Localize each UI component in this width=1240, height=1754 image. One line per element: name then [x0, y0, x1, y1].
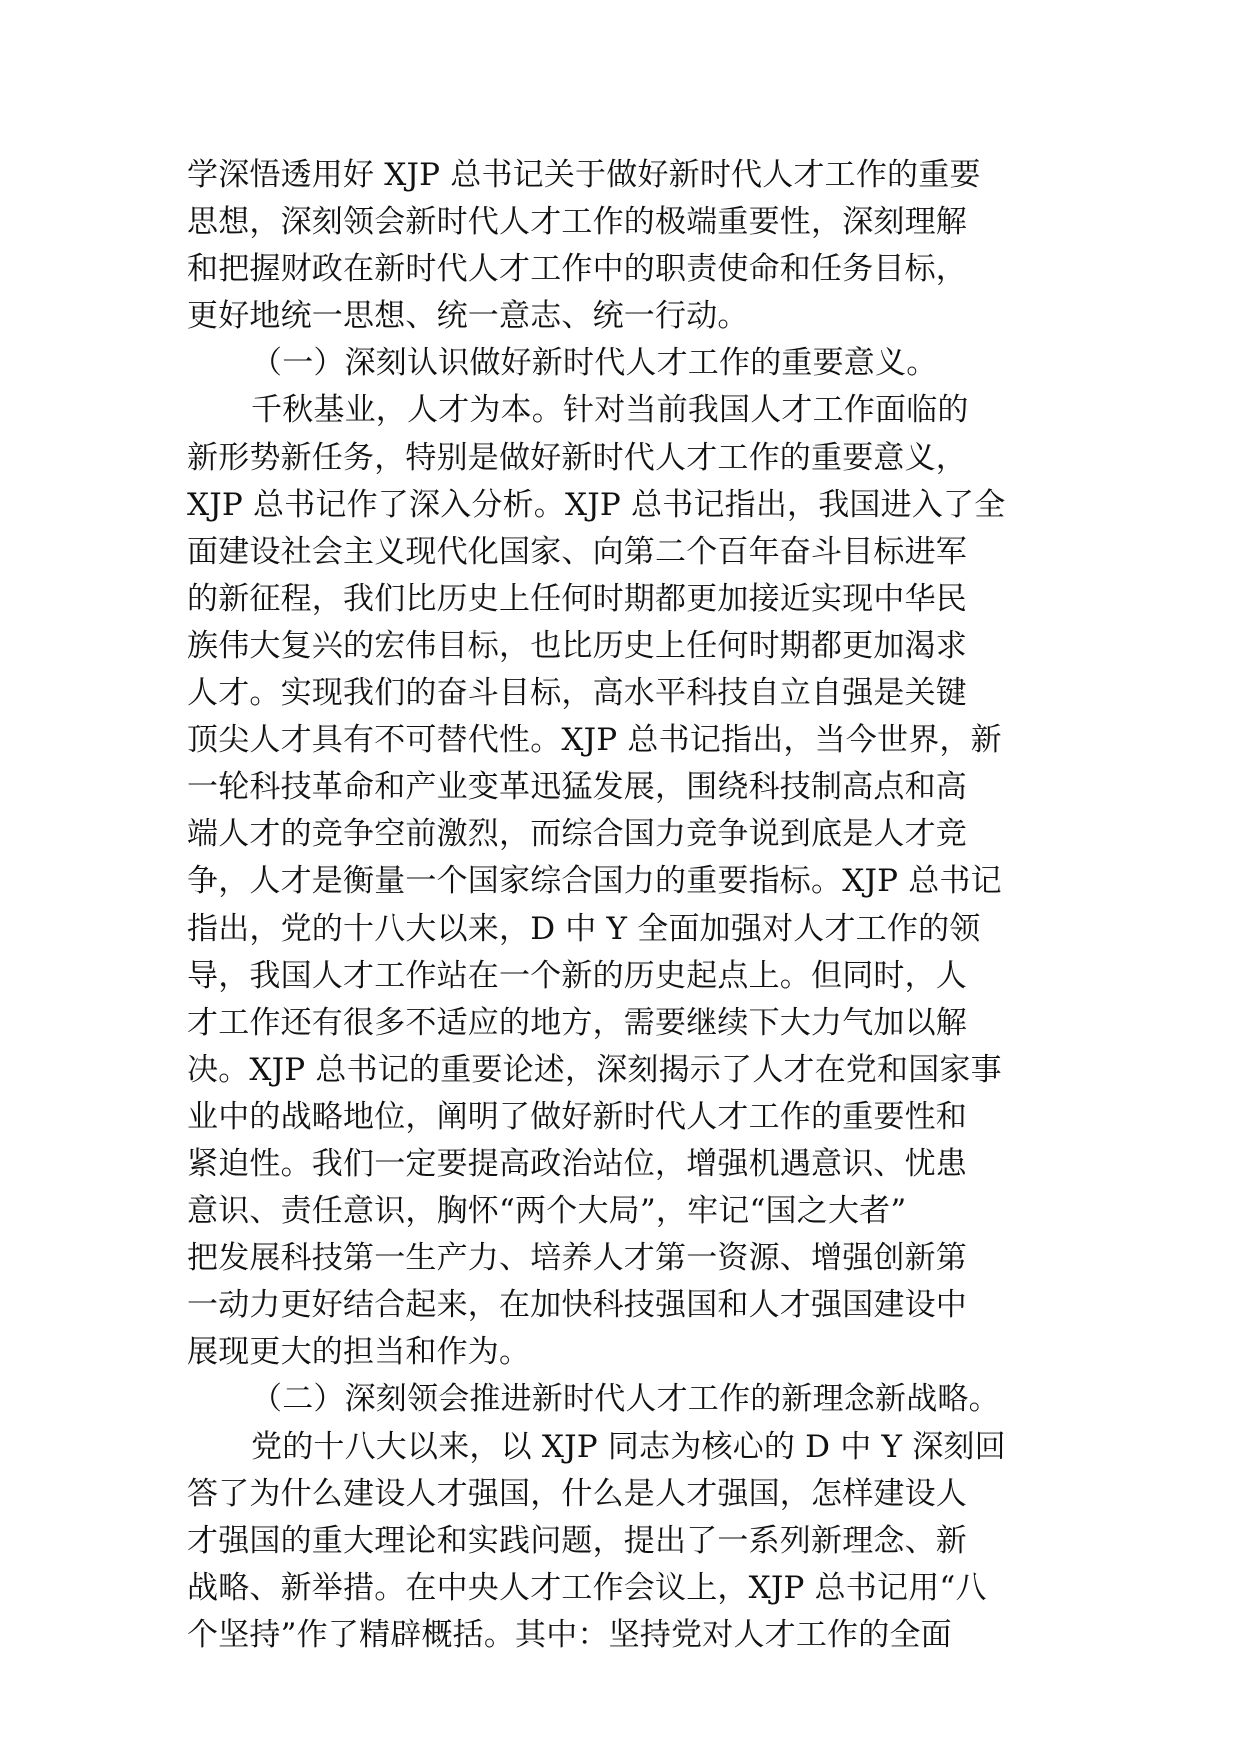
text-line: 和把握财政在新时代人才工作中的职责使命和任务目标，: [187, 251, 967, 288]
text-line: 顶尖人才具有不可替代性。XJP 总书记指出，当今世界，新: [187, 722, 1002, 759]
text-line: 人才。实现我们的奋斗目标，高水平科技自立自强是关键: [187, 675, 967, 712]
text-line: 争，人才是衡量一个国家综合国力的重要指标。XJP 总书记: [187, 863, 1002, 900]
text-line: 党的十八大以来，以 XJP 同志为核心的 D 中 Y 深刻回: [251, 1428, 1006, 1465]
text-line: 的新征程，我们比历史上任何时期都更加接近实现中华民: [187, 580, 967, 617]
text-line: （二）深刻领会推进新时代人才工作的新理念新战略。: [251, 1381, 1000, 1418]
text-line: 战略、新举措。在中央人才工作会议上，XJP 总书记用“八: [187, 1569, 987, 1606]
text-line: 面建设社会主义现代化国家、向第二个百年奋斗目标进军: [187, 533, 967, 570]
text-line: 业中的战略地位，阐明了做好新时代人才工作的重要性和: [187, 1098, 967, 1135]
text-line: 答了为什么建设人才强国，什么是人才强国，怎样建设人: [187, 1475, 967, 1512]
text-line: 个坚持”作了精辟概括。其中：坚持党对人才工作的全面: [187, 1616, 952, 1653]
text-line: 决。XJP 总书记的重要论述，深刻揭示了人才在党和国家事: [187, 1051, 1002, 1088]
text-line: 才强国的重大理论和实践问题，提出了一系列新理念、新: [187, 1522, 967, 1559]
text-line: 千秋基业，人才为本。针对当前我国人才工作面临的: [251, 392, 969, 429]
body-text: [187, 152, 1087, 1659]
text-line: 思想，深刻领会新时代人才工作的极端重要性，深刻理解: [187, 204, 967, 241]
text-line: （一）深刻认识做好新时代人才工作的重要意义。: [251, 345, 938, 382]
text-line: 更好地统一思想、统一意志、统一行动。: [187, 298, 749, 335]
text-line: 端人才的竞争空前激烈，而综合国力竞争说到底是人才竞: [187, 816, 967, 853]
text-line: 族伟大复兴的宏伟目标，也比历史上任何时期都更加渴求: [187, 627, 967, 664]
text-line: 展现更大的担当和作为。: [187, 1334, 531, 1371]
text-line: XJP 总书记作了深入分析。XJP 总书记指出，我国进入了全: [187, 486, 1006, 523]
text-line: 把发展科技第一生产力、培养人才第一资源、增强创新第: [187, 1240, 967, 1277]
text-line: 紧迫性。我们一定要提高政治站位，增强机遇意识、忧患: [187, 1145, 967, 1182]
text-line: 导，我国人才工作站在一个新的历史起点上。但同时，人: [187, 957, 967, 994]
text-line: 新形势新任务，特别是做好新时代人才工作的重要意义，: [187, 439, 967, 476]
text-line: 才工作还有很多不适应的地方，需要继续下大力气加以解: [187, 1004, 967, 1041]
text-line: 意识、责任意识，胸怀“两个大局”，牢记“国之大者”: [187, 1193, 907, 1230]
text-line: 一轮科技革命和产业变革迅猛发展，围绕科技制高点和高: [187, 769, 967, 806]
text-line: 一动力更好结合起来，在加快科技强国和人才强国建设中: [187, 1287, 967, 1324]
text-line: 指出，党的十八大以来，D 中 Y 全面加强对人才工作的领: [187, 910, 981, 947]
text-line: 学深悟透用好 XJP 总书记关于做好新时代人才工作的重要: [187, 157, 981, 193]
